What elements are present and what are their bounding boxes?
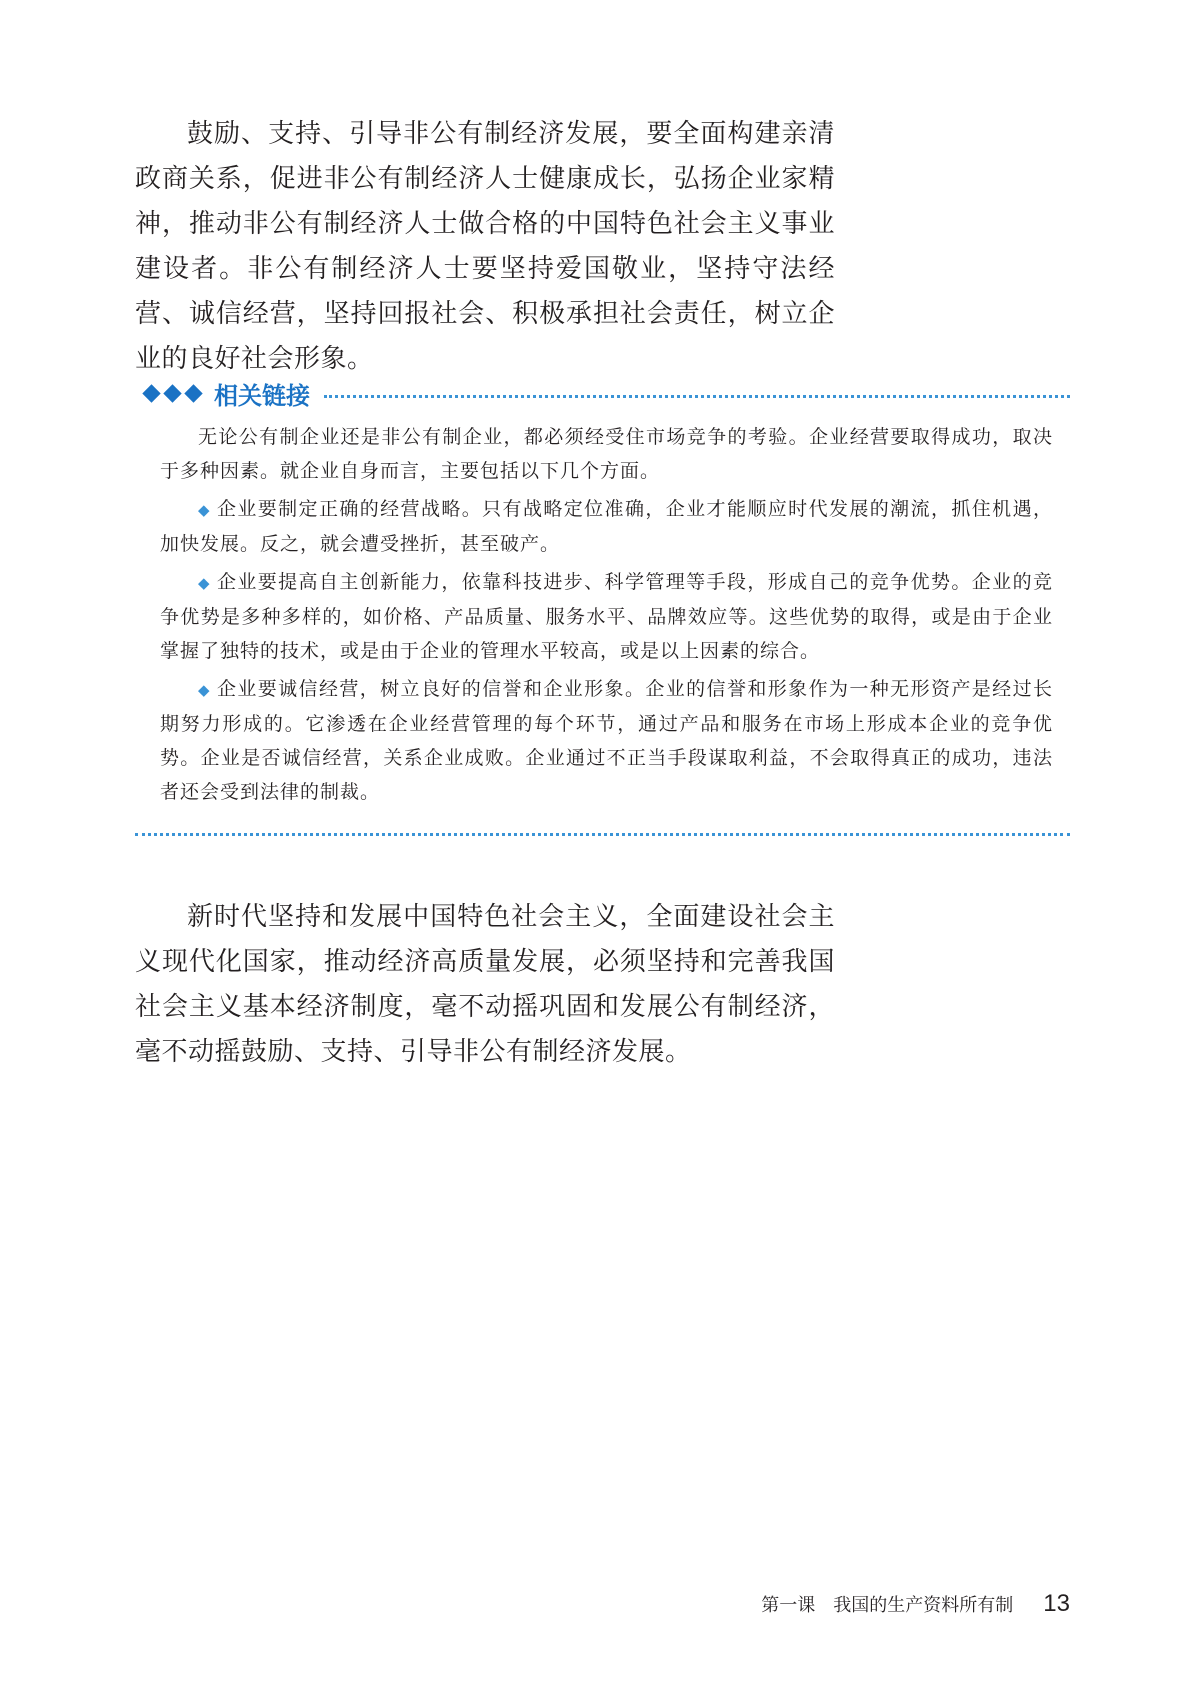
dotted-divider	[324, 395, 1070, 398]
related-link-content	[160, 420, 1053, 813]
diamond-icon	[184, 384, 202, 402]
chapter-title: 第一课 我国的生产资料所有制	[761, 1595, 1014, 1616]
body-paragraph: 鼓励、支持、引导非公有制经济发展，要全面构建亲清政商关系，促进非公有制经济人士健康成长，弘扬企业家精神，推动非公有制经济人士做合格的中国特色社会主义事业建设者。非公有制经济人士要坚持爱国敬业，坚持守法经营、诚信经营，坚持回报社会、积极承担社会责任，树立企业的良好社会形象。	[135, 119, 835, 374]
related-link-item	[160, 672, 1053, 809]
dotted-divider-bottom	[135, 833, 1070, 836]
related-link-item-text: 企业要提高自主创新能力，依靠科技进步、科学管理等手段，形成自己的竞争优势。企业的竞争优势是多种多样的，如价格、产品质量、服务水平、品牌效应等。这些优势的取得，或是由于企业掌握了独特的技术，或是由于企业的管理水平较高，或是以上因素的综合。	[160, 571, 1053, 662]
related-link-header	[145, 373, 1070, 413]
related-link-title: 相关链接	[214, 381, 310, 410]
diamond-icons	[145, 387, 200, 400]
diamond-bullet-icon: ◆	[198, 681, 211, 699]
related-link-item-text: 企业要诚信经营，树立良好的信誉和企业形象。企业的信誉和形象作为一种无形资产是经过长期努力形成的。它渗透在企业经营管理的每个环节，通过产品和服务在市场上形成本企业的竞争优势。企业是否诚信经营，关系企业成败。企业通过不正当手段谋取利益，不会取得真正的成功，违法者还会受到法律的制裁。	[160, 678, 1053, 803]
body-paragraph: 新时代坚持和发展中国特色社会主义，全面建设社会主义现代化国家，推动经济高质量发展，必须坚持和完善我国社会主义基本经济制度，毫不动摇巩固和发展公有制经济，毫不动摇鼓励、支持、引导非公有制经济发展。	[135, 902, 835, 1067]
diamond-icon	[142, 384, 160, 402]
related-link-intro: 无论公有制企业还是非公有制企业，都必须经受住市场竞争的考验。企业经营要取得成功，取决于多种因素。就企业自身而言，主要包括以下几个方面。	[160, 426, 1053, 482]
diamond-icon	[163, 384, 181, 402]
related-link-item-text: 企业要制定正确的经营战略。只有战略定位准确，企业才能顺应时代发展的潮流，抓住机遇，加快发展。反之，就会遭受挫折，甚至破产。	[160, 498, 1053, 555]
page-footer	[700, 1590, 1070, 1618]
diamond-bullet-icon: ◆	[198, 501, 211, 519]
related-link-item	[160, 492, 1053, 561]
related-link-item	[160, 565, 1053, 668]
page-number: 13	[1043, 1590, 1070, 1617]
diamond-bullet-icon: ◆	[198, 574, 211, 592]
